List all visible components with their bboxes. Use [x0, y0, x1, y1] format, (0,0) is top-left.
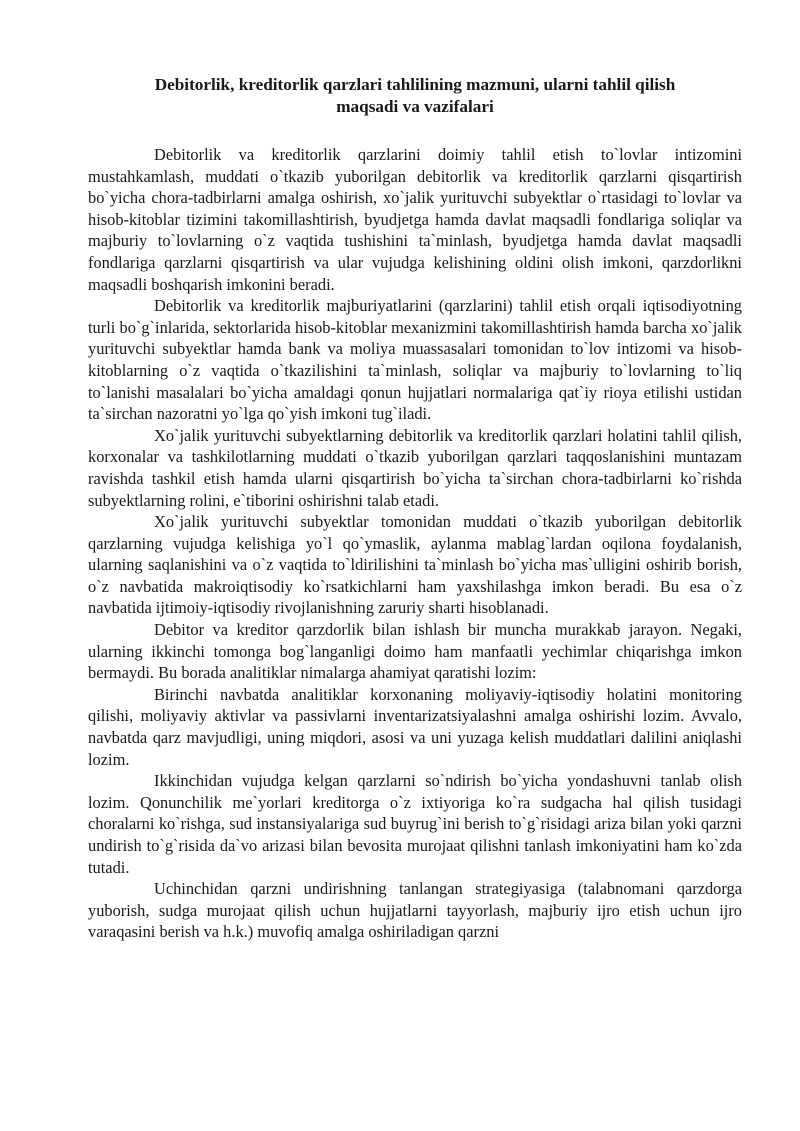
- paragraph-4: Xo`jalik yurituvchi subyektlar tomonidan muddati o`tkazib yuborilgan debitorlik qarzlarning vujudga kelishiga yo`l qo`ymaslik, aylanma mablag`lardan oqilona foydalanish, ularning saqlanishini va o`z vaqtida to`ldirilishini ta`minlash bo`yicha mas`ulligini oshirib borish, o`z navbatida makroiqtisodiy ko`rsatkichlarni ham yaxshilashga imkon beradi. Bu esa o`z navbatida ijtimoiy-iqtisodiy rivojlanishning zaruriy sharti hisoblanadi.: [88, 512, 742, 618]
- page-title: [88, 74, 742, 118]
- paragraph-8: Uchinchidan qarzni undirishning tanlangan strategiyasiga (talabnomani qarzdorga yuborish, sudga murojaat qilish uchun hujjatlarni tayyorlash, majburiy ijro etish uchun ijro varaqasini berish va h.k.) muvofiq amalga oshiriladigan qarzni: [88, 879, 742, 942]
- paragraph-2: Debitorlik va kreditorlik majburiyatlarini (qarzlarini) tahlil etish orqali iqtisodiyotning turli bo`g`inlarida, sektorlarida hisob-kitoblar mexanizmini takomillashtirish hamda barcha xo`jalik yurituvchi subyektlar hamda bank va moliya muassasalari tomonidan to`lov intizomi va hisob-kitoblarning o`z vaqtida o`tkazilishini ta`minlash, soliqlar va majburiy to`lovlarning to`liq to`lanishi masalalari bo`yicha amaldagi qonun hujjatlari normalariga qat`iy rioya etilishi ustidan ta`sirchan nazoratni yo`lga qo`yish imkoni tug`iladi.: [88, 296, 742, 424]
- paragraph-1: Debitorlik va kreditorlik qarzlarini doimiy tahlil etish to`lovlar intizomini mustahkamlash, muddati o`tkazib yuborilgan debitorlik va kreditorlik qarzlarni qisqartirish bo`yicha chora-tadbirlarni amalga oshirish, xo`jalik yurituvchi subyektlar o`rtasidagi to`lovlar va hisob-kitoblar tizimini takomillashtirish, byudjetga hamda davlat maqsadli fondlariga soliqlar va majburiy to`lovlarning o`z vaqtida tushishini ta`minlash, byudjetga hamda davlat maqsadli fondlariga qarzlarni qisqartirish va ular vujudga kelishining oldini olish imkoni, qarzdorlikni maqsadli boshqarish imkonini beradi.: [88, 145, 742, 294]
- paragraph-7: Ikkinchidan vujudga kelgan qarzlarni so`ndirish bo`yicha yondashuvni tanlab olish lozim. Qonunchilik me`yorlari kreditorga o`z ixtiyoriga ko`ra sudgacha hal qilish tusidagi choralarni ko`rishga, sud instansiyalariga sud buyrug`ini berish to`g`risidagi ariza bilan yoki qarzni undirish to`g`risida da`vo arizasi bilan bevosita murojaat qilishni tanlash imkoniyatini ham ko`zda tutadi.: [88, 771, 742, 877]
- title-line-1: Debitorlik, kreditorlik qarzlari tahlilining mazmuni, ularni tahlil qilish: [154, 75, 676, 94]
- title-line-2: maqsadi va vazifalari: [336, 97, 494, 116]
- paragraph-3: Xo`jalik yurituvchi subyektlarning debitorlik va kreditorlik qarzlari holatini tahlil qilish, korxonalar va tashkilotlarning muddati o`tkazib yuborilgan qarzlari taqqoslanishini muntazam ravishda tashkil etish hamda ularni qisqartirish bo`yicha ta`sirchan chora-tadbirlarni ko`rishda subyektlarning rolini, e`tiborini oshirishni talab etadi.: [88, 425, 742, 510]
- document-body: [88, 144, 742, 943]
- paragraph-6: Birinchi navbatda analitiklar korxonaning moliyaviy-iqtisodiy holatini monitoring qilishi, moliyaviy aktivlar va passivlarni inventarizatsiyalashni amalga oshirishi lozim. Avvalo, navbatda qarz mavjudligi, uning miqdori, asosi va uni yuzaga kelish muddatlari dalilini aniqlashi lozim.: [88, 684, 742, 769]
- paragraph-5: Debitor va kreditor qarzdorlik bilan ishlash bir muncha murakkab jarayon. Negaki, ularning ikkinchi tomonga bog`langanligi doimo ham manfaatli yechimlar chiqarishga imkon bermaydi. Bu borada analitiklar nimalarga ahamiyat qaratishi lozim:: [88, 620, 742, 683]
